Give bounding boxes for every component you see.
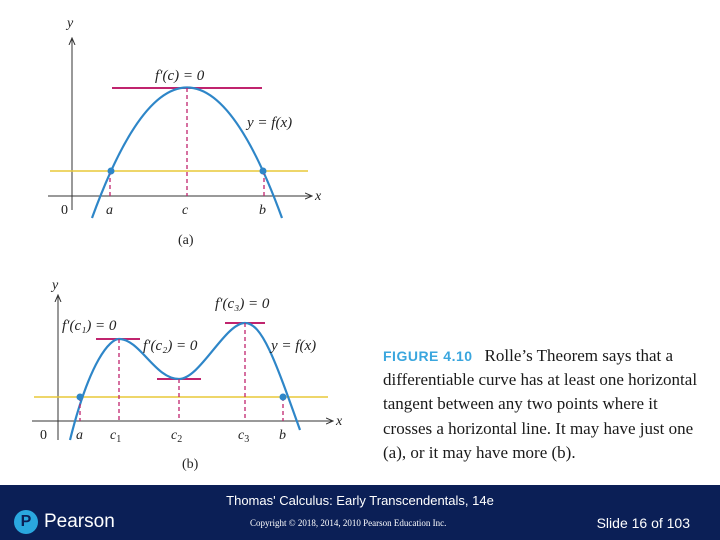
panel-a-point-b-dot — [260, 168, 267, 175]
panel-a-b-label: b — [259, 203, 266, 218]
panel-b-a-label: a — [76, 428, 83, 443]
panel-a-curve-label: y = f(x) — [247, 115, 293, 131]
panel-a-y-label: y — [67, 16, 74, 31]
panel-b-caption-label: (b) — [182, 457, 199, 472]
panel-b-c1-label: $c_1$ — [110, 428, 122, 445]
panel-a-caption-label: (a) — [178, 233, 194, 248]
pearson-logo — [14, 510, 115, 534]
panel-b-curve-label: y = f(x) — [271, 338, 317, 354]
panel-b — [32, 278, 343, 472]
panel-b-point-b-dot — [280, 394, 287, 401]
panel-a-a-label: a — [106, 203, 113, 218]
panel-a-c-label: c — [182, 203, 189, 218]
panel-b-x-label: x — [336, 414, 343, 429]
pearson-wordmark: Pearson — [44, 511, 115, 532]
panel-a-origin-label: 0 — [61, 203, 68, 218]
panel-b-origin-label: 0 — [40, 428, 47, 443]
panel-b-c3-label: $c_3$ — [238, 428, 250, 445]
panel-a-point-a-dot — [108, 168, 115, 175]
pearson-icon: P — [14, 510, 38, 534]
panel-a-x-label: x — [315, 189, 322, 204]
panel-a-tangent-label: f′(c) = 0 — [155, 68, 205, 84]
book-title: Thomas' Calculus: Early Transcendentals, 14e — [226, 493, 494, 508]
figure-caption-text: Rolle’s Theorem says that a differentiable curve has at least one horizontal tangent between any two points where it crosses a horizontal line. It may have just one (a), or it may have more (b). — [383, 346, 698, 462]
panel-b-b-label: b — [279, 428, 286, 443]
figure-number: FIGURE 4.10 — [383, 348, 473, 364]
copyright-notice: Copyright © 2018, 2014, 2010 Pearson Education Inc. — [250, 518, 447, 528]
panel-b-point-a-dot — [77, 394, 84, 401]
slide-counter: Slide 16 of 103 — [596, 515, 690, 531]
panel-a — [48, 16, 322, 248]
panel-b-tangent-c2-label: f′(c₂) = 0 — [143, 338, 198, 354]
panel-b-c2-label: $c_2$ — [171, 428, 183, 445]
panel-b-tangent-c1-label: f′(c₁) = 0 — [62, 318, 117, 334]
panel-b-tangent-c3-label: f′(c₃) = 0 — [215, 296, 270, 312]
slide-footer — [0, 485, 720, 540]
figure-caption — [383, 344, 703, 465]
panel-b-y-label: y — [52, 278, 59, 293]
